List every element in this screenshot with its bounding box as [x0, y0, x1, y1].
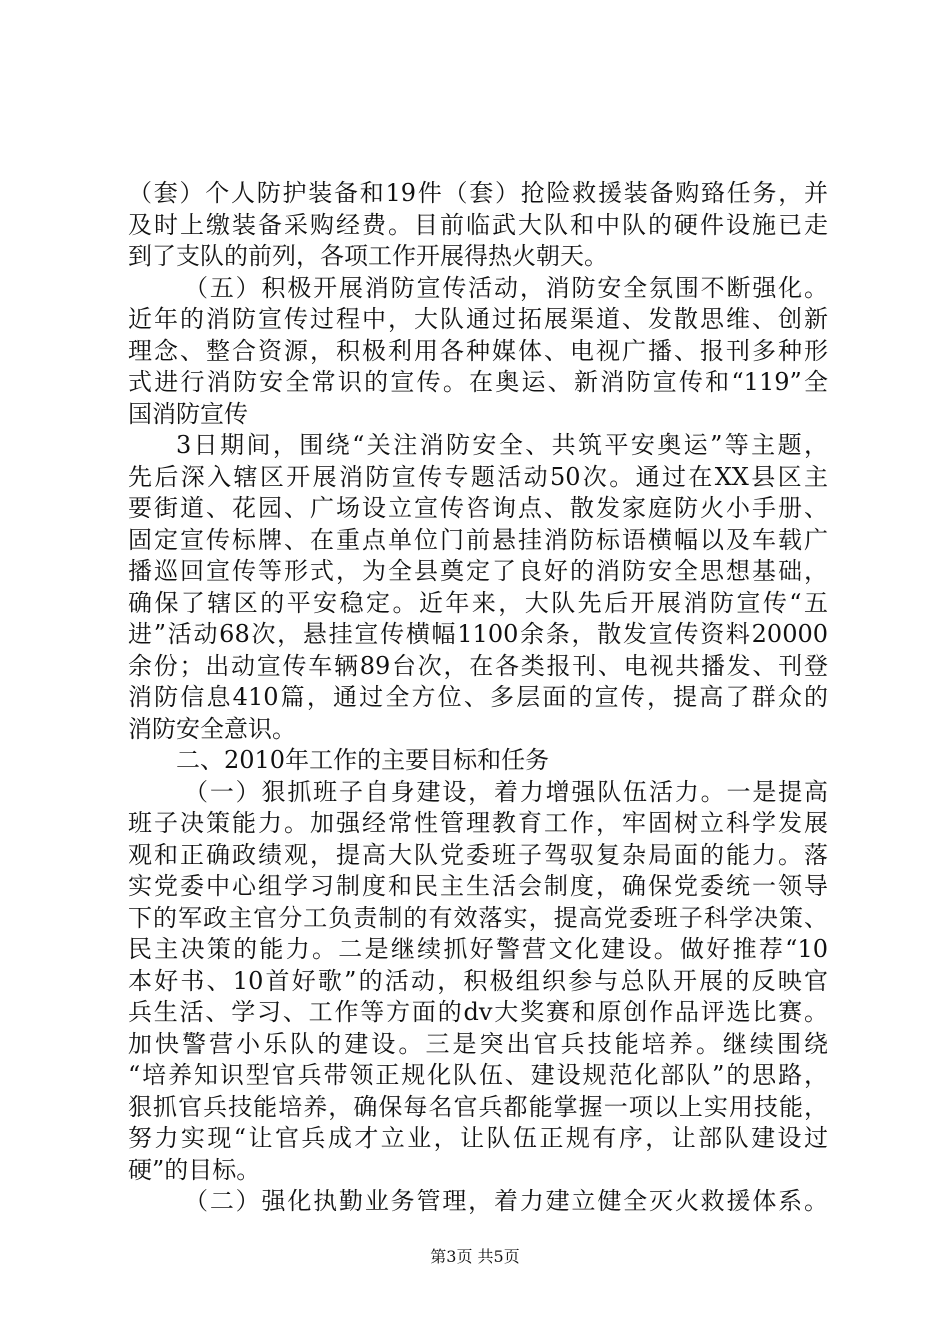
text-line: 式进行消防安全常识的宣传。在奥运、新消防宣传和“119”全	[128, 368, 828, 396]
text-line: 余份；出动宣传车辆89台次，在各类报刊、电视共播发、刊登	[128, 651, 828, 680]
text-line: 及时上缴装备采购经费。目前临武大队和中队的硬件设施已走	[128, 210, 828, 239]
document-body	[128, 178, 828, 1218]
text-line: （套）个人防护装备和19件（套）抢险救援装备购臵任务，并	[128, 179, 828, 207]
text-line: 要街道、花园、广场设立宣传咨询点、散发家庭防火小手册、	[128, 494, 828, 522]
text-line: 消防安全意识。	[128, 714, 296, 743]
text-line: 到了支队的前列，各项工作开展得热火朝天。	[128, 242, 608, 270]
text-line: 本好书、10首好歌”的活动，积极组织参与总队开展的反映官	[128, 966, 828, 995]
text-line: 努力实现“让官兵成才立业，让队伍正规有序，让部队建设过	[128, 1124, 828, 1152]
text-line: 固定宣传标牌、在重点单位门前悬挂消防标语横幅以及车载广	[128, 525, 828, 554]
text-line: 确保了辖区的平安稳定。近年来，大队先后开展消防宣传“五	[128, 588, 828, 617]
text-line: （一）狠抓班子自身建设，着力增强队伍活力。一是提高	[184, 777, 828, 806]
text-line: 狠抓官兵技能培养，确保每名官兵都能掌握一项以上实用技能，	[128, 1092, 828, 1121]
text-line: 班子决策能力。加强经常性管理教育工作，牢固树立科学发展	[128, 809, 828, 837]
text-line: 近年的消防宣传过程中，大队通过拓展渠道、发散思维、创新	[128, 305, 828, 333]
text-line: 民主决策的能力。二是继续抓好警营文化建设。做好推荐“10	[128, 935, 828, 963]
text-line: 进”活动68次，悬挂宣传横幅1100余条，散发宣传资料20000	[128, 620, 828, 648]
text-line: 3日期间，围绕“关注消防安全、共筑平安奥运”等主题，	[176, 431, 828, 459]
text-line: 先后深入辖区开展消防宣传专题活动50次。通过在XX县区主	[128, 462, 828, 491]
text-line: 消防信息410篇，通过全方位、多层面的宣传，提高了群众的	[128, 683, 828, 711]
text-line: “培养知识型官兵带领正规化队伍、建设规范化部队”的思路，	[128, 1061, 828, 1089]
text-line: 下的军政主官分工负责制的有效落实，提高党委班子科学决策、	[128, 903, 828, 932]
page-footer: 第3页 共5页	[430, 1247, 520, 1266]
text-line: （五）积极开展消防宣传活动，消防安全氛围不断强化。	[184, 273, 828, 302]
text-line: 理念、整合资源，积极利用各种媒体、电视广播、报刊多种形	[128, 336, 828, 365]
text-line: 加快警营小乐队的建设。三是突出官兵技能培养。继续围绕	[128, 1029, 828, 1058]
text-line: （二）强化执勤业务管理，着力建立健全灭火救援体系。	[184, 1187, 828, 1215]
text-line: 观和正确政绩观，提高大队党委班子驾驭复杂局面的能力。落	[128, 840, 828, 869]
text-line: 播巡回宣传等形式，为全县奠定了良好的消防安全思想基础，	[128, 557, 828, 585]
text-line: 实党委中心组学习制度和民主生活会制度，确保党委统一领导	[128, 872, 828, 900]
text-line: 硬”的目标。	[128, 1155, 261, 1184]
text-line: 兵生活、学习、工作等方面的dv大奖赛和原创作品评选比赛。	[128, 998, 828, 1026]
text-line: 国消防宣传	[128, 399, 248, 428]
text-line: 二、2010年工作的主要目标和任务	[176, 746, 550, 774]
